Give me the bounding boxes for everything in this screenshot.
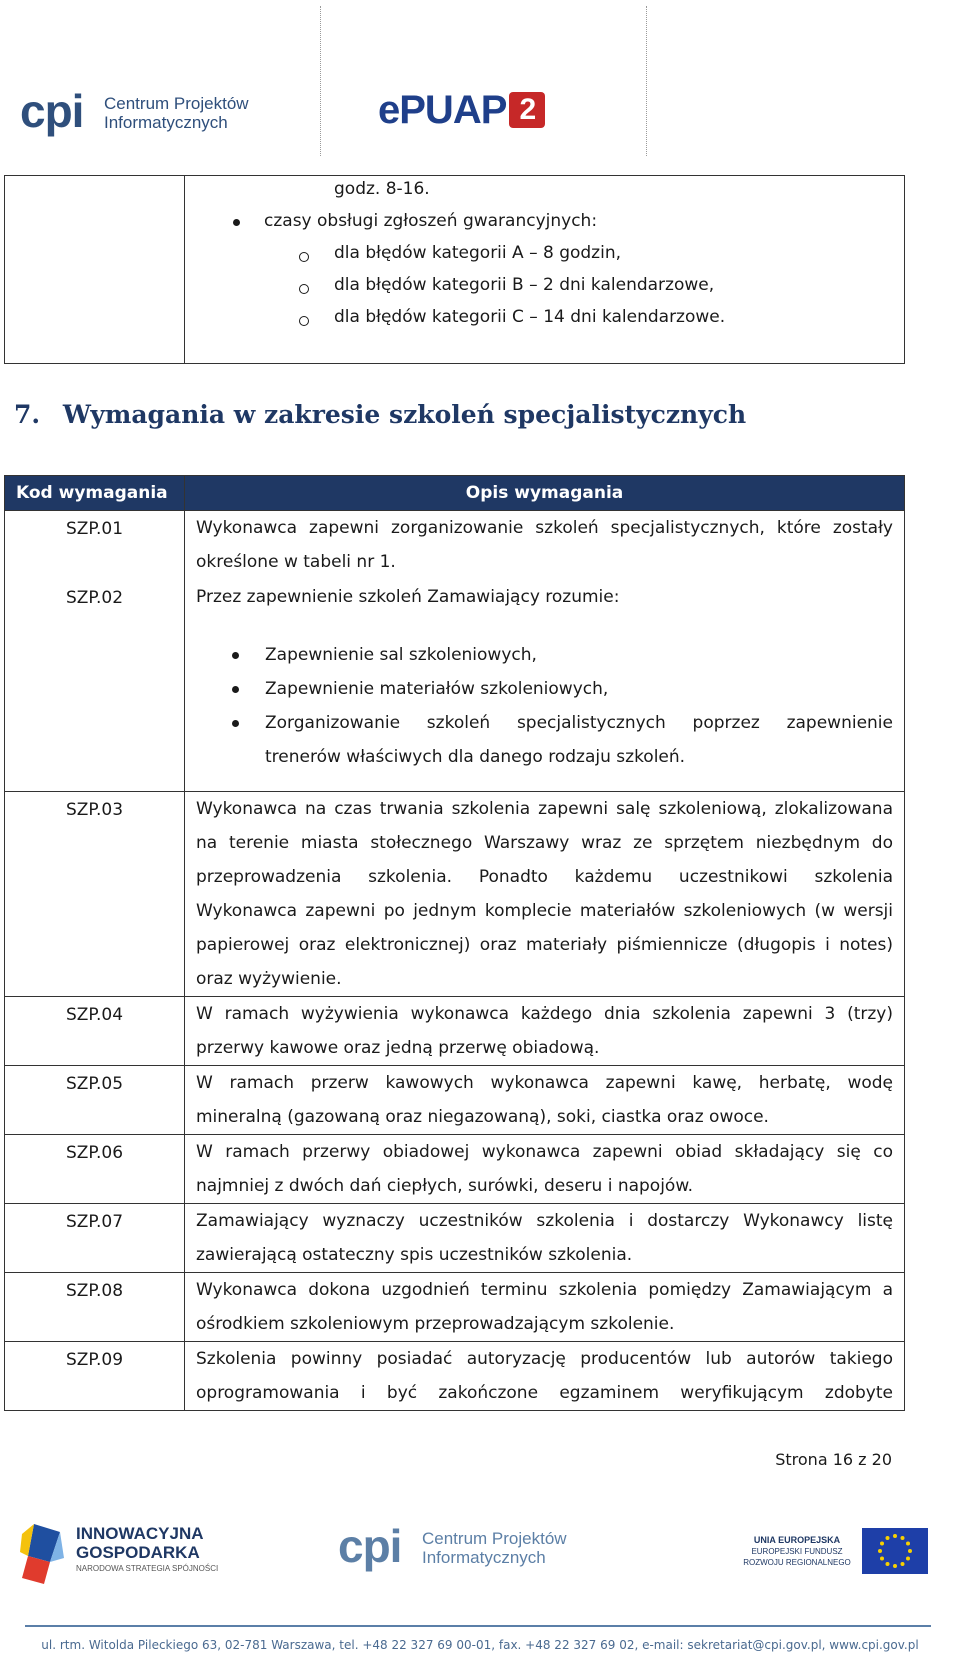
section-number: 7. xyxy=(14,400,41,429)
prev-table-subitem: dla błędów kategorii B – 2 dni kalendarzowe, xyxy=(334,275,715,295)
requirement-code: SZP.07 xyxy=(5,1204,185,1273)
prev-table-code-cell xyxy=(5,176,185,364)
requirement-line: określone w tabeli nr 1. xyxy=(196,552,396,572)
requirement-line: Szkolenia powinny posiadać autoryzację producentów lub autorów takiego xyxy=(196,1349,893,1369)
eu-line1: UNIA EUROPEJSKA xyxy=(753,1535,841,1545)
epuap-logo-number: 2 xyxy=(509,92,545,128)
table-row xyxy=(5,580,905,792)
section-title: Wymagania w zakresie szkoleń specjalistycznych xyxy=(62,400,747,429)
column-header-description: Opis wymagania xyxy=(185,476,905,511)
prev-table-subitem: dla błędów kategorii A – 8 godzin, xyxy=(334,243,621,263)
requirement-line: Wykonawca zapewni po jednym komplecie materiałów szkoleniowych (w wersji xyxy=(196,901,893,921)
requirement-line: W ramach wyżywienia wykonawca każdego dnia szkolenia zapewni 3 (trzy) xyxy=(196,1004,893,1024)
cpi-logo-line2: Informatycznych xyxy=(104,113,228,132)
cpi-logo-mark: cpi xyxy=(20,85,84,137)
table-row xyxy=(5,1342,905,1411)
requirement-bullet: Zapewnienie materiałów szkoleniowych, xyxy=(265,679,609,699)
requirement-code: SZP.05 xyxy=(5,1066,185,1135)
requirement-code: SZP.02 xyxy=(5,580,185,792)
table-row xyxy=(5,511,905,580)
bullet-icon xyxy=(232,720,239,727)
page-number: Strona 16 z 20 xyxy=(775,1450,892,1469)
requirement-code: SZP.06 xyxy=(5,1135,185,1204)
prev-table-content-cell xyxy=(185,176,905,364)
epuap-logo-text: ePUAP xyxy=(378,88,507,132)
cpi-footer-line2: Informatycznych xyxy=(422,1548,546,1567)
header-divider-left xyxy=(320,6,321,156)
prev-table xyxy=(4,175,905,364)
requirement-description xyxy=(185,792,905,997)
requirement-code: SZP.08 xyxy=(5,1273,185,1342)
requirement-description xyxy=(185,997,905,1066)
eu-line3: ROZWOJU REGIONALNEGO xyxy=(743,1558,851,1567)
requirement-line: ośrodkiem szkoleniowym przeprowadzającym szkolenie. xyxy=(196,1314,675,1334)
bullet-icon xyxy=(232,652,239,659)
requirement-bullet: Zorganizowanie szkoleń specjalistycznych poprzez zapewnienie xyxy=(265,713,893,733)
innowacyjna-gospodarka-logo xyxy=(20,1520,250,1588)
prev-table-line1: godz. 8-16. xyxy=(334,179,430,199)
requirement-line: Zamawiający wyznaczy uczestników szkolenia i dostarczy Wykonawcy listę xyxy=(196,1211,893,1231)
requirement-line: papierowej oraz elektronicznej) oraz materiały piśmiennicze (długopis i notes) xyxy=(196,935,893,955)
requirement-description xyxy=(185,1066,905,1135)
ig-line1: INNOWACYJNA xyxy=(76,1524,204,1543)
cpi-logo-line1: Centrum Projektów xyxy=(104,94,249,113)
requirement-description xyxy=(185,1273,905,1342)
prev-table-subitem: dla błędów kategorii C – 14 dni kalendarzowe. xyxy=(334,307,726,327)
eu-logo xyxy=(738,1528,938,1578)
requirement-line: zawierającą ostateczny spis uczestników szkolenia. xyxy=(196,1245,633,1265)
table-row xyxy=(5,1066,905,1135)
header-divider-right xyxy=(646,6,647,156)
requirement-line: W ramach przerwy obiadowej wykonawca zapewni obiad składający się co xyxy=(196,1142,893,1162)
footer-rule xyxy=(25,1625,931,1627)
eu-line2: EUROPEJSKI FUNDUSZ xyxy=(751,1547,843,1556)
circle-bullet-icon xyxy=(299,316,309,326)
requirement-line: W ramach przerw kawowych wykonawca zapewni kawę, herbatę, wodę xyxy=(196,1073,893,1093)
bullet-icon xyxy=(232,686,239,693)
table-row xyxy=(5,1135,905,1204)
requirement-description xyxy=(185,580,905,792)
cpi-logo xyxy=(20,85,280,140)
requirement-line: oraz wyżywienie. xyxy=(196,969,342,989)
requirement-line: Wykonawca zapewni zorganizowanie szkoleń specjalistycznych, które zostały xyxy=(196,518,893,538)
table-row xyxy=(5,792,905,997)
requirement-line: oprogramowania i być zakończone egzaminem weryfikującym zdobyte xyxy=(196,1383,893,1403)
requirement-line: przerwy kawowe oraz jedną przerwę obiadową. xyxy=(196,1038,600,1058)
ig-line3: NARODOWA STRATEGIA SPÓJNOŚCI xyxy=(76,1564,219,1573)
circle-bullet-icon xyxy=(299,252,309,262)
requirement-line: Wykonawca dokona uzgodnień terminu szkolenia pomiędzy Zamawiającym a xyxy=(196,1280,893,1300)
requirement-bullet: trenerów właściwych dla danego rodzaju szkoleń. xyxy=(265,747,686,767)
epuap-logo xyxy=(378,88,545,133)
requirement-line: Wykonawca na czas trwania szkolenia zapewni salę szkoleniową, zlokalizowana xyxy=(196,799,893,819)
table-row xyxy=(5,997,905,1066)
circle-bullet-icon xyxy=(299,284,309,294)
requirement-description xyxy=(185,1135,905,1204)
requirement-intro: Przez zapewnienie szkoleń Zamawiający rozumie: xyxy=(196,587,620,607)
requirement-description xyxy=(185,1204,905,1273)
column-header-code: Kod wymagania xyxy=(5,476,185,511)
footer-address: ul. rtm. Witolda Pileckiego 63, 02-781 Warszawa, tel. +48 22 327 69 00-01, fax. +48 22 327 69 02, e-mail: sekretariat@cpi.gov.pl, www.cpi.gov.pl xyxy=(41,1638,919,1652)
requirement-code: SZP.09 xyxy=(5,1342,185,1411)
ig-emblem-icon xyxy=(20,1522,64,1586)
bullet-icon xyxy=(233,219,240,226)
cpi-footer-line1: Centrum Projektów xyxy=(422,1529,567,1548)
requirement-line: przeprowadzenia szkolenia. Ponadto każdemu uczestnikowi szkolenia xyxy=(196,867,893,887)
requirements-table xyxy=(4,475,905,1411)
requirement-description xyxy=(185,1342,905,1411)
prev-table-bullet: czasy obsługi zgłoszeń gwarancyjnych: xyxy=(264,211,598,231)
requirement-code: SZP.03 xyxy=(5,792,185,997)
requirement-code: SZP.01 xyxy=(5,511,185,580)
requirement-line: mineralną (gazowaną oraz niegazowaną), soki, ciastka oraz owoce. xyxy=(196,1107,769,1127)
ig-line2: GOSPODARKA xyxy=(76,1543,200,1562)
table-row xyxy=(5,1273,905,1342)
requirement-bullet: Zapewnienie sal szkoleniowych, xyxy=(265,645,537,665)
eu-flag-icon xyxy=(862,1528,928,1574)
requirement-line: najmniej z dwóch dań ciepłych, surówki, deseru i napojów. xyxy=(196,1176,694,1196)
cpi-footer-logo xyxy=(338,1520,638,1581)
table-row xyxy=(5,1204,905,1273)
requirement-description xyxy=(185,511,905,580)
section-heading xyxy=(14,400,746,429)
requirement-line: na terenie miasta stołecznego Warszawy wraz ze sprzętem niezbędnym do xyxy=(196,833,893,853)
cpi-footer-logo-mark: cpi xyxy=(338,1520,402,1572)
requirement-code: SZP.04 xyxy=(5,997,185,1066)
